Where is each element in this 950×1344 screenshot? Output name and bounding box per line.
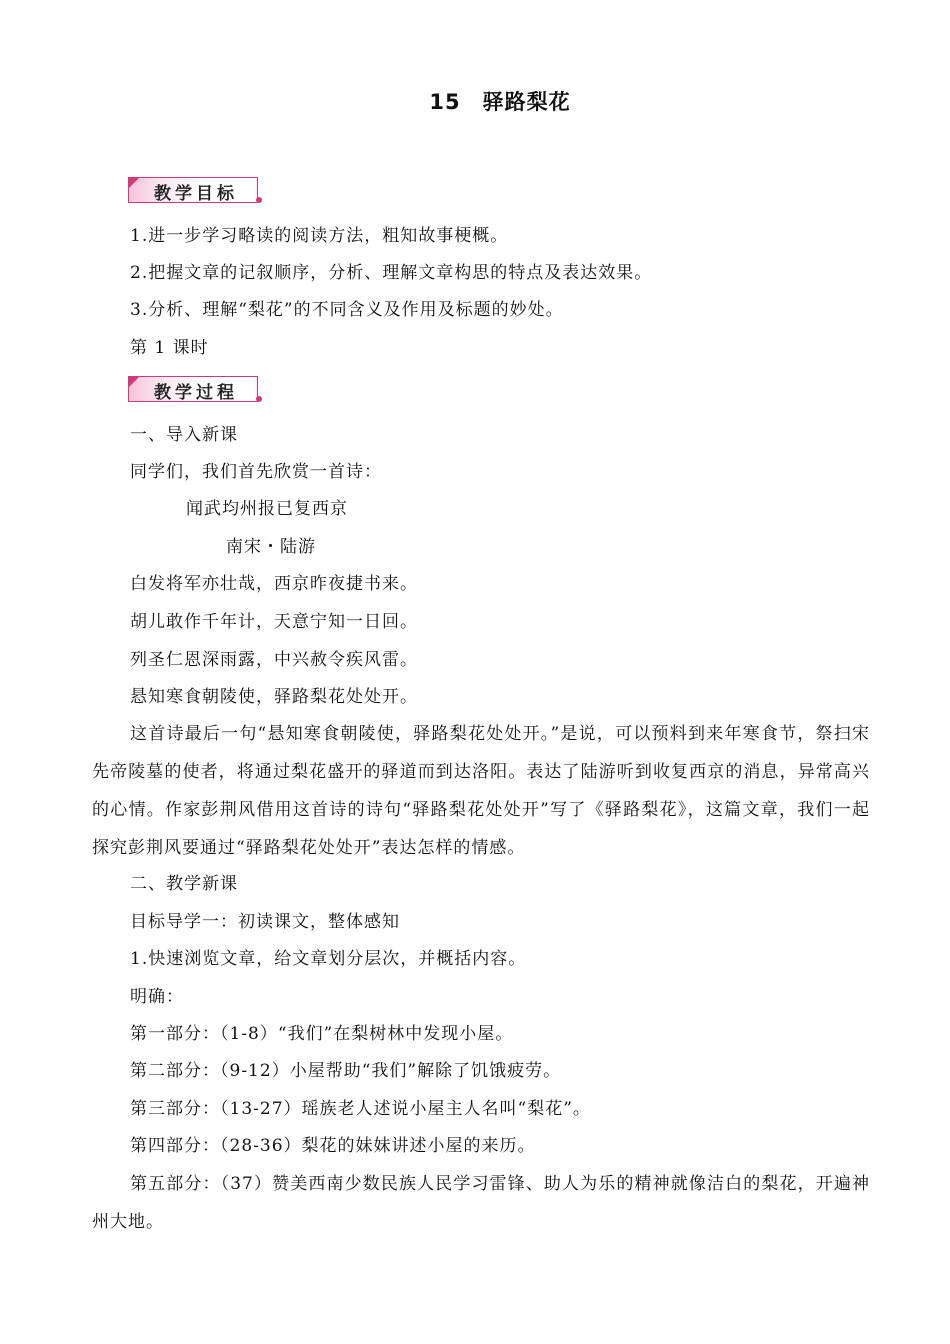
- explanation-paragraph: 这首诗最后一句“悬知寒食朝陵使，驿路梨花处处开。”是说，可以预料到来年寒食节，祭扫宋先帝陵墓的使者，将通过梨花盛开的驿道而到达洛阳。表达了陆游听到收复西京的消息，异常高兴的心情。作家彭荆风借用这首诗的诗句“驿路梨花处处开”写了《驿路梨花》，这篇文章，我们一起探究彭荆风要通过“驿路梨花处处开”表达怎样的情感。: [92, 724, 870, 858]
- banner-label: 教学目标: [154, 184, 238, 204]
- goal-item: 2.把握文章的记叙顺序，分析、理解文章构思的特点及表达效果。: [130, 263, 653, 283]
- poem-line: 胡儿敢作千年计，天意宁知一日回。: [130, 612, 418, 632]
- poem-title: 闻武均州报已复西京: [186, 499, 348, 519]
- part-item: 第二部分：（9-12）小屋帮助“我们”解除了饥饿疲劳。: [130, 1061, 562, 1081]
- banner-dot-icon: [256, 197, 262, 203]
- lesson-label: 第 1 课时: [130, 338, 209, 358]
- banner-label: 教学过程: [154, 383, 238, 403]
- section-heading: 一、导入新课: [130, 425, 238, 445]
- part-item: 第四部分：（28-36）梨花的妹妹讲述小屋的来历。: [130, 1136, 536, 1156]
- goal-heading: 目标导学一：初读课文，整体感知: [130, 912, 400, 932]
- intro-text: 同学们，我们首先欣赏一首诗：: [130, 462, 382, 482]
- page-title: 15 驿路梨花: [429, 90, 571, 114]
- poem-line: 悬知寒食朝陵使，驿路梨花处处开。: [130, 687, 418, 707]
- section-banner-teaching-process: [128, 376, 260, 406]
- answer-label: 明确：: [130, 987, 184, 1007]
- part-item: 第三部分：（13-27）瑶族老人述说小屋主人名叫“梨花”。: [130, 1099, 591, 1119]
- poem-line: 白发将军亦壮哉，西京昨夜捷书来。: [130, 574, 418, 594]
- banner-dot-icon: [256, 396, 262, 402]
- poem-line: 列圣仁恩深雨露，中兴赦令疾风雷。: [130, 650, 418, 670]
- section-heading: 二、教学新课: [130, 874, 238, 894]
- goal-item: 1.进一步学习略读的阅读方法，粗知故事梗概。: [130, 226, 509, 246]
- poem-author: 南宋・陆游: [226, 537, 316, 557]
- section-banner-teaching-goals: [128, 177, 260, 207]
- part-item: 第一部分：（1-8）“我们”在梨树林中发现小屋。: [130, 1024, 514, 1044]
- part-item: 第五部分：（37）赞美西南少数民族人民学习雷锋、助人为乐的精神就像洁白的梨花，开遍神州大地。: [92, 1174, 870, 1232]
- goal-item: 3.分析、理解“梨花”的不同含义及作用及标题的妙处。: [130, 300, 564, 320]
- task-item: 1.快速浏览文章，给文章划分层次，并概括内容。: [130, 949, 527, 969]
